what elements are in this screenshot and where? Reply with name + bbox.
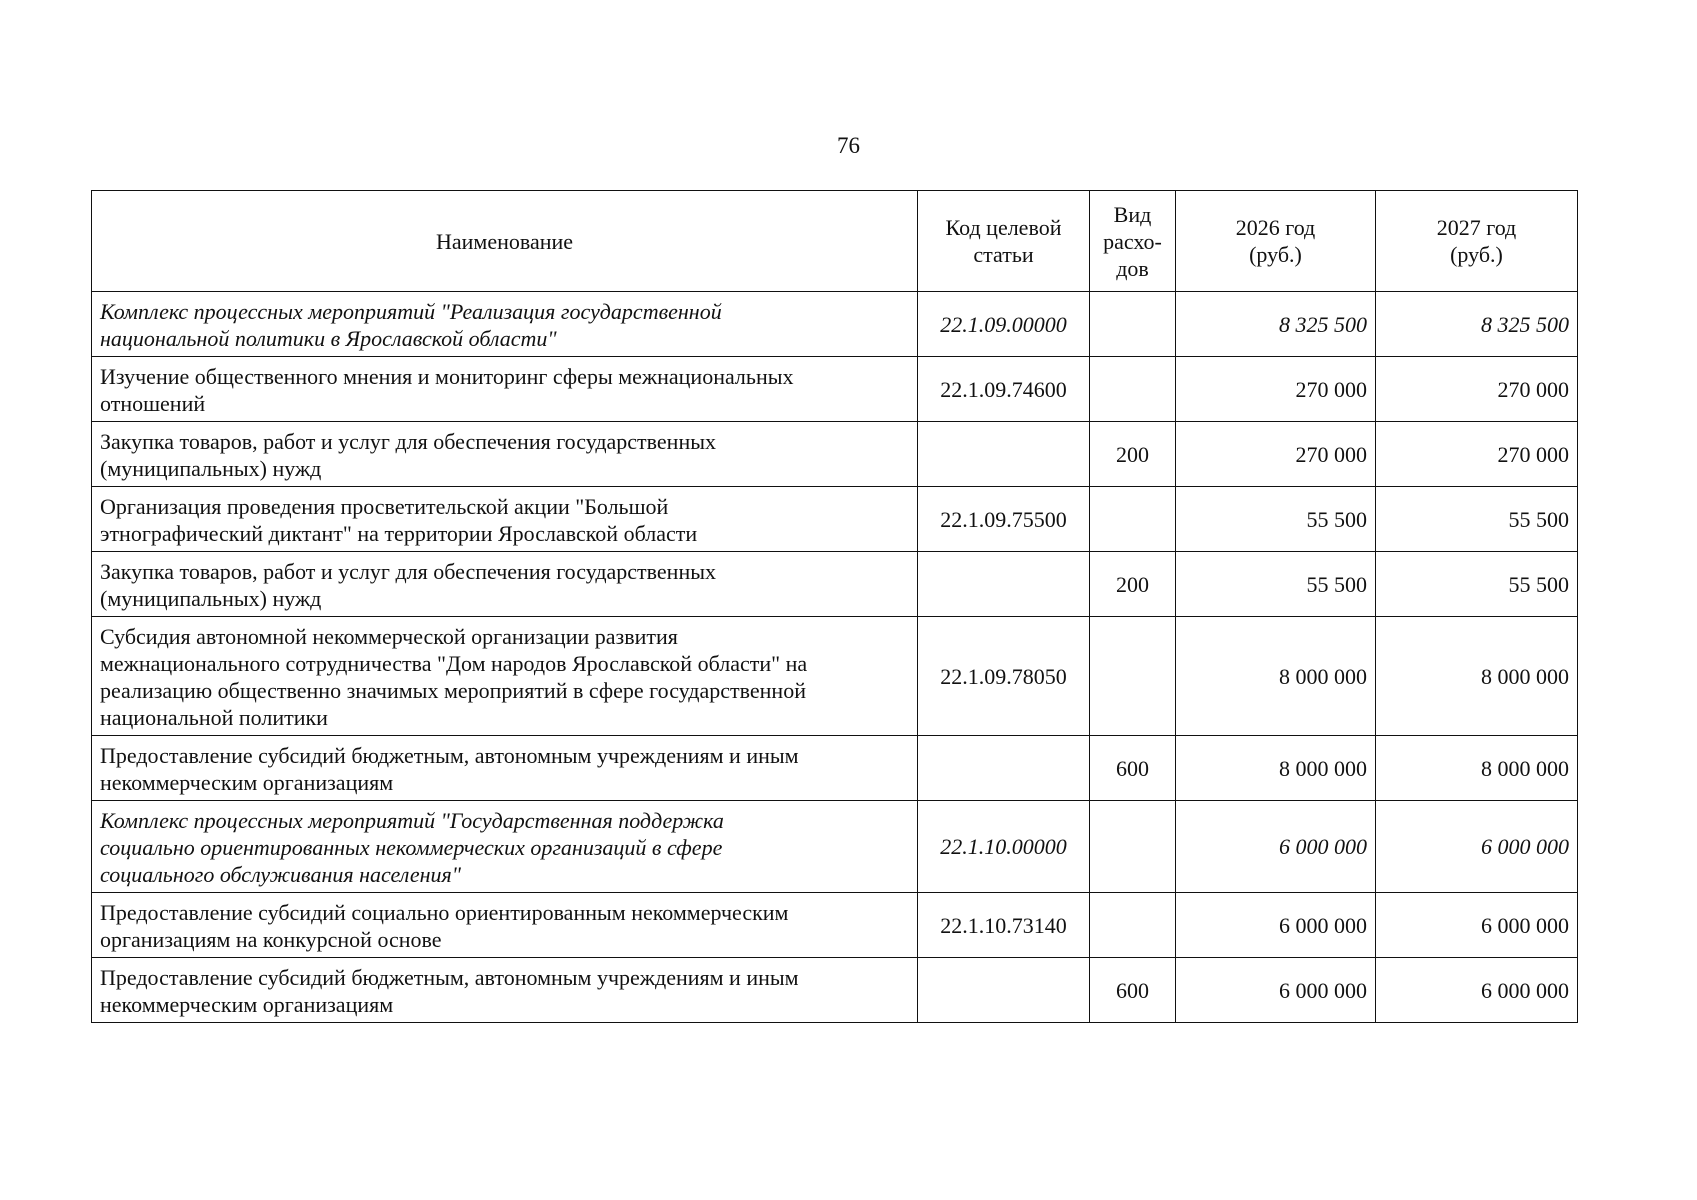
row-2027: 270 000 [1376,357,1578,422]
row-code [918,422,1090,487]
row-name-line: национальной политики в Ярославской области" [100,326,557,351]
row-2027: 55 500 [1376,552,1578,617]
table-row [92,617,1578,736]
row-2026: 8 325 500 [1176,292,1376,357]
budget-table [91,190,1578,1023]
row-code: 22.1.09.78050 [918,617,1090,736]
row-name [92,893,918,958]
row-name-line: реализацию общественно значимых мероприятий в сфере государственной [100,678,806,703]
row-vid: 600 [1090,736,1176,801]
row-code: 22.1.09.75500 [918,487,1090,552]
row-vid [1090,617,1176,736]
table-row [92,552,1578,617]
row-code [918,736,1090,801]
row-vid: 200 [1090,422,1176,487]
table-row [92,292,1578,357]
row-2026: 55 500 [1176,552,1376,617]
row-name [92,292,918,357]
page-number: 76 [837,133,860,158]
table-body [92,292,1578,1023]
row-2027: 270 000 [1376,422,1578,487]
row-name-line: (муниципальных) нужд [100,456,322,481]
row-name-line: Предоставление субсидий бюджетным, автономным учреждениям и иным [100,743,799,768]
table-row [92,801,1578,893]
row-2026: 8 000 000 [1176,736,1376,801]
row-2027: 8 000 000 [1376,617,1578,736]
row-name [92,617,918,736]
row-name [92,552,918,617]
row-code: 22.1.10.73140 [918,893,1090,958]
table-row [92,357,1578,422]
row-name-line: Комплекс процессных мероприятий "Реализация государственной [100,299,722,324]
row-name [92,487,918,552]
row-code [918,552,1090,617]
row-name-line: некоммерческим организациям [100,992,394,1017]
row-2026: 6 000 000 [1176,893,1376,958]
row-name-line: Закупка товаров, работ и услуг для обеспечения государственных [100,429,717,454]
header-code [918,191,1090,292]
header-2027-line: (руб.) [1450,242,1503,267]
table-row [92,487,1578,552]
table-row [92,422,1578,487]
row-code [918,958,1090,1023]
header-2026-line: (руб.) [1249,242,1302,267]
header-vid-line: расхо- [1103,228,1162,254]
header-row [92,191,1578,292]
row-name-line: Организация проведения просветительской акции "Большой [100,494,669,519]
row-name [92,958,918,1023]
row-2026: 8 000 000 [1176,617,1376,736]
row-name-line: социального обслуживания населения" [100,862,461,887]
row-name-line: Предоставление субсидий бюджетным, автономным учреждениям и иным [100,965,799,990]
row-name-line: социально ориентированных некоммерческих организаций в сфере [100,835,723,860]
row-2027: 6 000 000 [1376,801,1578,893]
header-vid-line: Вид [1113,201,1152,227]
row-code: 22.1.09.74600 [918,357,1090,422]
row-name-line: Комплекс процессных мероприятий "Государственная поддержка [100,808,724,833]
header-code-line: Код целевой [945,215,1062,240]
row-code: 22.1.09.00000 [918,292,1090,357]
row-vid [1090,801,1176,893]
header-2027 [1376,191,1578,292]
row-name-line: национальной политики [100,705,328,730]
row-2027: 55 500 [1376,487,1578,552]
row-2027: 6 000 000 [1376,958,1578,1023]
row-2026: 6 000 000 [1176,958,1376,1023]
header-vid [1090,191,1176,292]
row-name-line: межнационального сотрудничества "Дом народов Ярославской области" на [100,651,808,676]
row-name-line: (муниципальных) нужд [100,586,322,611]
row-name-line: некоммерческим организациям [100,770,394,795]
row-name-line: Предоставление субсидий социально ориентированным некоммерческим [100,900,789,925]
row-2027: 8 325 500 [1376,292,1578,357]
row-vid: 600 [1090,958,1176,1023]
row-name [92,801,918,893]
row-vid [1090,357,1176,422]
row-name [92,736,918,801]
row-name-line: этнографический диктант" на территории Ярославской области [100,521,698,546]
row-name-line: организациям на конкурсной основе [100,927,442,952]
table-row [92,893,1578,958]
header-2026 [1176,191,1376,292]
table-header [92,191,1578,292]
row-2026: 6 000 000 [1176,801,1376,893]
row-code: 22.1.10.00000 [918,801,1090,893]
row-name-line: отношений [100,391,206,416]
row-vid: 200 [1090,552,1176,617]
header-name: Наименование [92,191,918,292]
row-vid [1090,487,1176,552]
row-2026: 270 000 [1176,422,1376,487]
table-row [92,958,1578,1023]
row-2027: 8 000 000 [1376,736,1578,801]
row-2026: 270 000 [1176,357,1376,422]
row-name [92,422,918,487]
header-2027-line: 2027 год [1436,215,1517,240]
header-2026-line: 2026 год [1235,215,1316,240]
table-row [92,736,1578,801]
row-2027: 6 000 000 [1376,893,1578,958]
header-vid-line: дов [1116,255,1149,281]
row-name-line: Субсидия автономной некоммерческой организации развития [100,624,678,649]
row-vid [1090,893,1176,958]
row-2026: 55 500 [1176,487,1376,552]
row-name-line: Изучение общественного мнения и мониторинг сферы межнациональных [100,364,794,389]
header-code-line: статьи [973,242,1034,267]
row-name-line: Закупка товаров, работ и услуг для обеспечения государственных [100,559,717,584]
row-name [92,357,918,422]
row-vid [1090,292,1176,357]
